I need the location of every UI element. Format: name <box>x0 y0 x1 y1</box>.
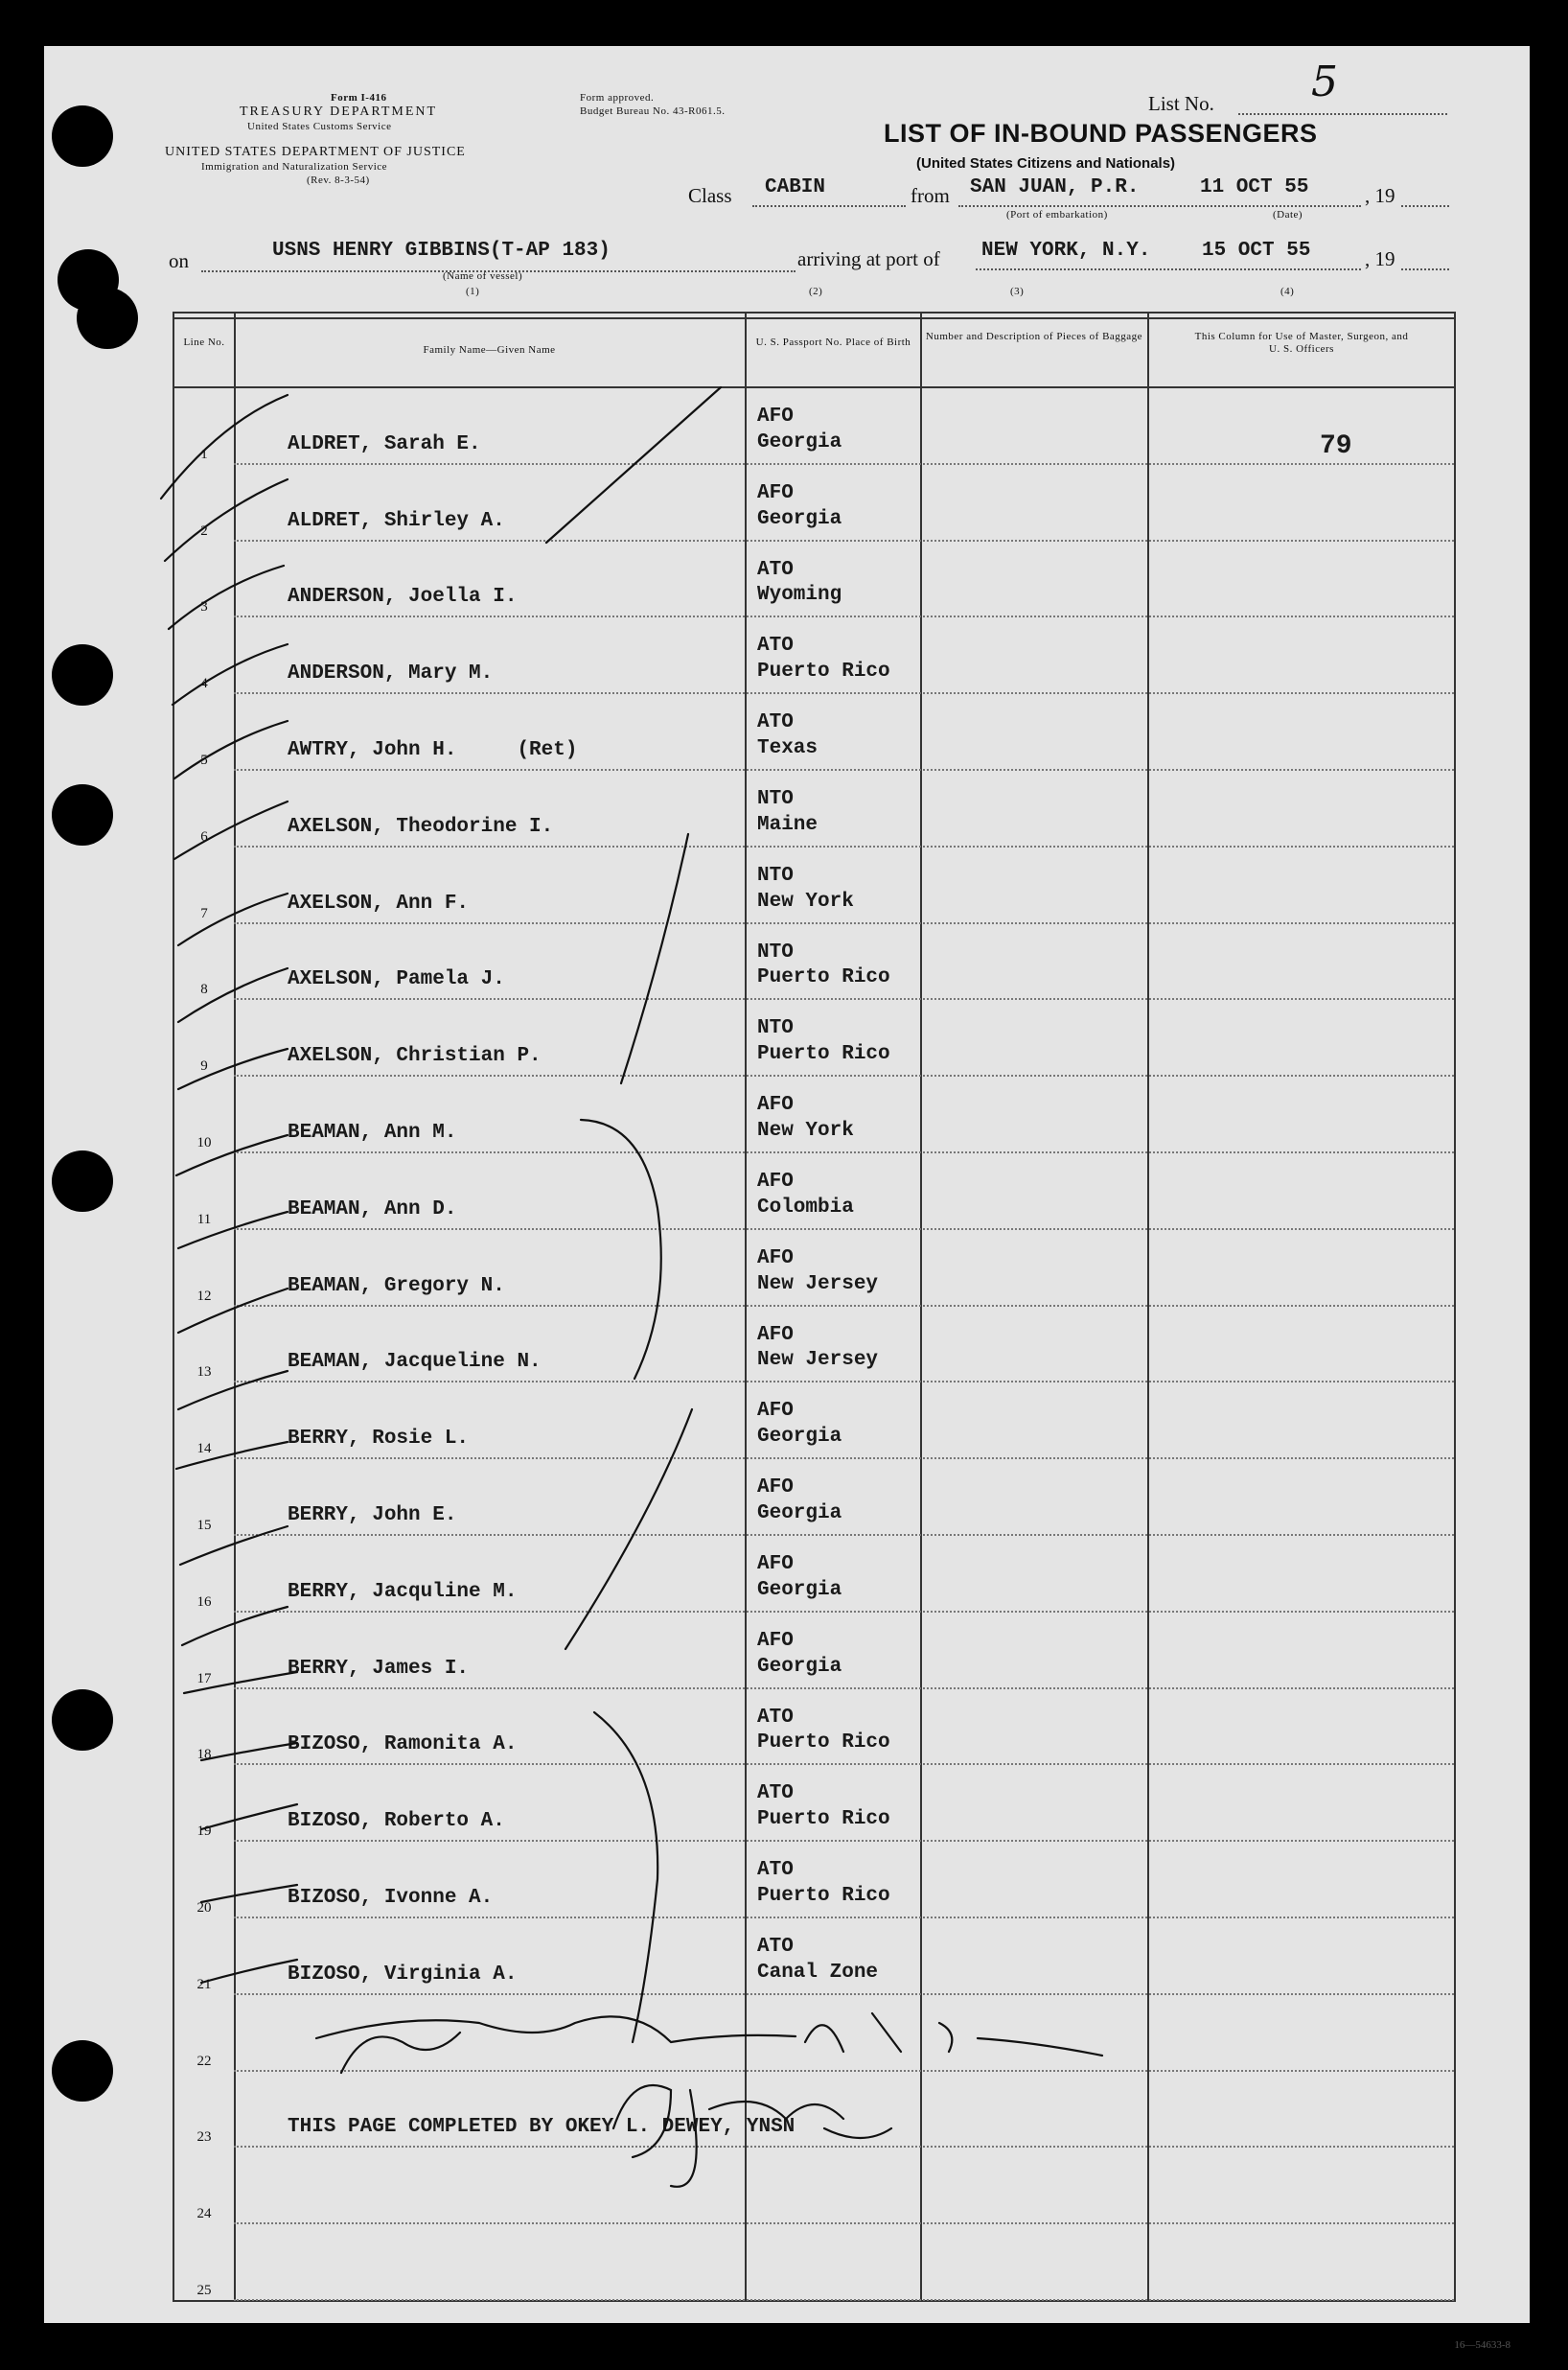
footer-code: 16—54633-8 <box>1454 2339 1510 2351</box>
punch-hole <box>52 644 113 706</box>
from-label: from <box>911 184 950 207</box>
passport-code: NTO <box>757 864 794 887</box>
table-row <box>174 1765 1454 1842</box>
passenger-name: AXELSON, Theodorine I. <box>288 815 554 838</box>
passport-code: NTO <box>757 788 794 810</box>
passport-code: ATO <box>757 1936 794 1958</box>
punch-hole <box>77 288 138 349</box>
passenger-name: ANDERSON, Mary M. <box>288 662 494 685</box>
form-approved: Form approved. <box>580 92 655 104</box>
passenger-name: ALDRET, Sarah E. <box>288 432 481 455</box>
passenger-name: BERRY, James I. <box>288 1657 470 1680</box>
year-line-2 <box>1401 268 1449 270</box>
passport-code: AFO <box>757 406 794 428</box>
table-row <box>174 1307 1454 1383</box>
place-of-birth: Georgia <box>757 1578 842 1601</box>
place-of-birth: Texas <box>757 736 819 759</box>
place-of-birth: Georgia <box>757 1426 842 1449</box>
revision-date: (Rev. 8-3-54) <box>307 174 370 186</box>
date-caption: (Date) <box>1273 209 1303 221</box>
passport-code: ATO <box>757 711 794 734</box>
port-embark-caption: (Port of embarkation) <box>1006 209 1108 221</box>
passenger-name: BERRY, John E. <box>288 1503 457 1526</box>
col-num-4: (4) <box>1280 286 1295 297</box>
list-no-value: 5 <box>1311 58 1338 106</box>
year-suffix-1: , 19 <box>1365 184 1395 207</box>
punch-hole <box>52 105 113 167</box>
passenger-name: AXELSON, Ann F. <box>288 892 470 915</box>
passenger-name: BIZOSO, Ivonne A. <box>288 1886 494 1909</box>
passenger-name: AXELSON, Christian P. <box>288 1045 542 1068</box>
table-row <box>174 924 1454 1001</box>
table-row <box>174 1995 1454 2072</box>
departure-date: 11 OCT 55 <box>1200 176 1309 198</box>
line-number: 21 <box>196 1976 212 1992</box>
line-number: 7 <box>200 905 208 921</box>
table-row <box>174 1382 1454 1459</box>
year-suffix-2: , 19 <box>1365 247 1395 270</box>
line-number: 20 <box>196 1899 212 1916</box>
line-number: 13 <box>196 1364 212 1381</box>
passport-code: ATO <box>757 635 794 658</box>
passport-code: ATO <box>757 1706 794 1729</box>
place-of-birth: Georgia <box>757 1655 842 1678</box>
passport-code: ATO <box>757 558 794 581</box>
vessel-caption: (Name of vessel) <box>443 270 523 282</box>
table-row <box>174 1077 1454 1153</box>
col-header-passport: U. S. Passport No. Place of Birth <box>755 337 911 348</box>
line-number: 4 <box>200 676 208 692</box>
place-of-birth: Colombia <box>757 1196 854 1219</box>
place-of-birth: New York <box>757 1119 854 1142</box>
line-number: 14 <box>196 1441 212 1457</box>
line-number: 9 <box>200 1058 208 1075</box>
table-row <box>174 388 1454 465</box>
passenger-name: BIZOSO, Roberto A. <box>288 1810 505 1833</box>
year-line-1 <box>1401 205 1449 207</box>
table-row <box>174 1459 1454 1536</box>
line-number: 16 <box>196 1593 212 1610</box>
immigration-service: Immigration and Naturalization Service <box>201 161 388 173</box>
col-num-1: (1) <box>466 286 480 297</box>
passenger-name: BERRY, Rosie L. <box>288 1428 470 1451</box>
table-row <box>174 1842 1454 1918</box>
list-no-label: List No. <box>1148 92 1214 115</box>
line-number: 23 <box>196 2129 212 2146</box>
passenger-name: AXELSON, Pamela J. <box>288 968 505 991</box>
place-of-birth: New York <box>757 890 854 913</box>
treasury-department: TREASURY DEPARTMENT <box>240 105 438 119</box>
arriving-port: NEW YORK, N.Y. <box>981 240 1151 262</box>
from-line <box>958 205 1361 207</box>
form-title: LIST OF IN-BOUND PASSENGERS <box>884 119 1318 148</box>
punch-hole <box>52 1689 113 1751</box>
arriving-line <box>976 268 1361 270</box>
form-number: Form I-416 <box>331 92 387 104</box>
table-row <box>174 848 1454 924</box>
place-of-birth: Puerto Rico <box>757 1043 890 1066</box>
line-number: 3 <box>200 599 208 616</box>
col-num-3: (3) <box>1010 286 1025 297</box>
line-number: 10 <box>196 1134 212 1150</box>
passenger-name: BEAMAN, Jacqueline N. <box>288 1351 542 1374</box>
punch-hole <box>52 784 113 846</box>
passport-code: NTO <box>757 1017 794 1040</box>
place-of-birth: Georgia <box>757 1501 842 1524</box>
customs-service: United States Customs Service <box>247 121 392 132</box>
passenger-name: BEAMAN, Ann M. <box>288 1121 457 1144</box>
table-row <box>174 2148 1454 2224</box>
row-rule <box>234 2299 1454 2301</box>
passport-code: AFO <box>757 1323 794 1346</box>
table-row <box>174 1536 1454 1613</box>
col-header-officers: This Column for Use of Master, Surgeon, and U. S. Officers <box>1194 331 1409 355</box>
passport-code: AFO <box>757 1400 794 1423</box>
budget-bureau: Budget Bureau No. 43-R061.5. <box>580 105 726 117</box>
passport-code: AFO <box>757 1246 794 1269</box>
justice-department: UNITED STATES DEPARTMENT OF JUSTICE <box>165 145 466 159</box>
passenger-name: BEAMAN, Ann D. <box>288 1197 457 1220</box>
line-number: 17 <box>196 1670 212 1686</box>
place-of-birth: Wyoming <box>757 584 842 607</box>
line-number: 24 <box>196 2206 212 2222</box>
table-row <box>174 1230 1454 1307</box>
arrival-date: 15 OCT 55 <box>1202 240 1311 262</box>
list-no-line <box>1238 113 1447 115</box>
passport-code: AFO <box>757 481 794 504</box>
place-of-birth: Maine <box>757 813 819 836</box>
passenger-name: BERRY, Jacquline M. <box>288 1580 518 1603</box>
place-of-birth: New Jersey <box>757 1272 879 1295</box>
passport-code: AFO <box>757 1094 794 1117</box>
passenger-name: ALDRET, Shirley A. <box>288 509 505 532</box>
table-row <box>174 2072 1454 2149</box>
passenger-name: BEAMAN, Gregory N. <box>288 1274 505 1297</box>
passport-code: ATO <box>757 1859 794 1882</box>
arriving-label: arriving at port of <box>797 247 940 270</box>
place-of-birth: Puerto Rico <box>757 661 890 684</box>
line-number: 15 <box>196 1517 212 1533</box>
table-row <box>174 465 1454 542</box>
passport-code: ATO <box>757 1782 794 1805</box>
table-row <box>174 542 1454 618</box>
passenger-table <box>173 312 1456 2302</box>
punch-hole <box>52 1150 113 1212</box>
on-label: on <box>169 249 189 272</box>
table-row <box>174 771 1454 848</box>
place-of-birth: Puerto Rico <box>757 1731 890 1754</box>
line-number: 5 <box>200 752 208 768</box>
line-number: 18 <box>196 1747 212 1763</box>
passport-code: AFO <box>757 1476 794 1499</box>
table-row <box>174 694 1454 771</box>
table-row <box>174 617 1454 694</box>
line-number: 2 <box>200 523 208 539</box>
table-row <box>174 1918 1454 1995</box>
passport-code: AFO <box>757 1629 794 1652</box>
place-of-birth: Puerto Rico <box>757 1808 890 1831</box>
place-of-birth: Georgia <box>757 507 842 530</box>
line-number: 19 <box>196 1824 212 1840</box>
passenger-name: ANDERSON, Joella I. <box>288 586 518 609</box>
passenger-name: BIZOSO, Ramonita A. <box>288 1733 518 1756</box>
class-label: Class <box>688 184 732 207</box>
passenger-name: AWTRY, John H. (Ret) <box>288 738 578 761</box>
line-number: 6 <box>200 828 208 845</box>
completion-note: THIS PAGE COMPLETED BY OKEY L. DEWEY, YNSN <box>288 2116 796 2139</box>
col-header-name: Family Name—Given Name <box>423 344 556 356</box>
place-of-birth: Puerto Rico <box>757 1884 890 1907</box>
place-of-birth: Puerto Rico <box>757 966 890 989</box>
place-of-birth: Georgia <box>757 430 842 453</box>
vessel-value: USNS HENRY GIBBINS(T-AP 183) <box>272 240 611 262</box>
col-num-2: (2) <box>809 286 823 297</box>
line-number: 1 <box>200 446 208 462</box>
punch-hole <box>52 2040 113 2102</box>
class-value: CABIN <box>765 176 826 198</box>
passport-code: AFO <box>757 1171 794 1193</box>
officer-mark: 79 <box>1320 430 1352 461</box>
line-number: 8 <box>200 982 208 998</box>
line-number: 25 <box>196 2282 212 2298</box>
table-row <box>174 1153 1454 1230</box>
table-row <box>174 1000 1454 1077</box>
line-number: 12 <box>196 1288 212 1304</box>
col-header-line-no: Line No. <box>183 337 225 348</box>
line-number: 11 <box>196 1211 212 1227</box>
place-of-birth: New Jersey <box>757 1349 879 1372</box>
passenger-name: BIZOSO, Virginia A. <box>288 1963 518 1986</box>
passport-code: NTO <box>757 941 794 964</box>
from-value: SAN JUAN, P.R. <box>970 176 1140 198</box>
table-row <box>174 1613 1454 1689</box>
table-row <box>174 2224 1454 2301</box>
line-number: 22 <box>196 2053 212 2069</box>
form-subtitle: (United States Citizens and Nationals) <box>916 155 1176 172</box>
passport-code: AFO <box>757 1553 794 1575</box>
class-line <box>752 205 906 207</box>
col-header-baggage: Number and Description of Pieces of Baggage <box>925 331 1143 342</box>
place-of-birth: Canal Zone <box>757 1961 879 1984</box>
table-row <box>174 1689 1454 1766</box>
